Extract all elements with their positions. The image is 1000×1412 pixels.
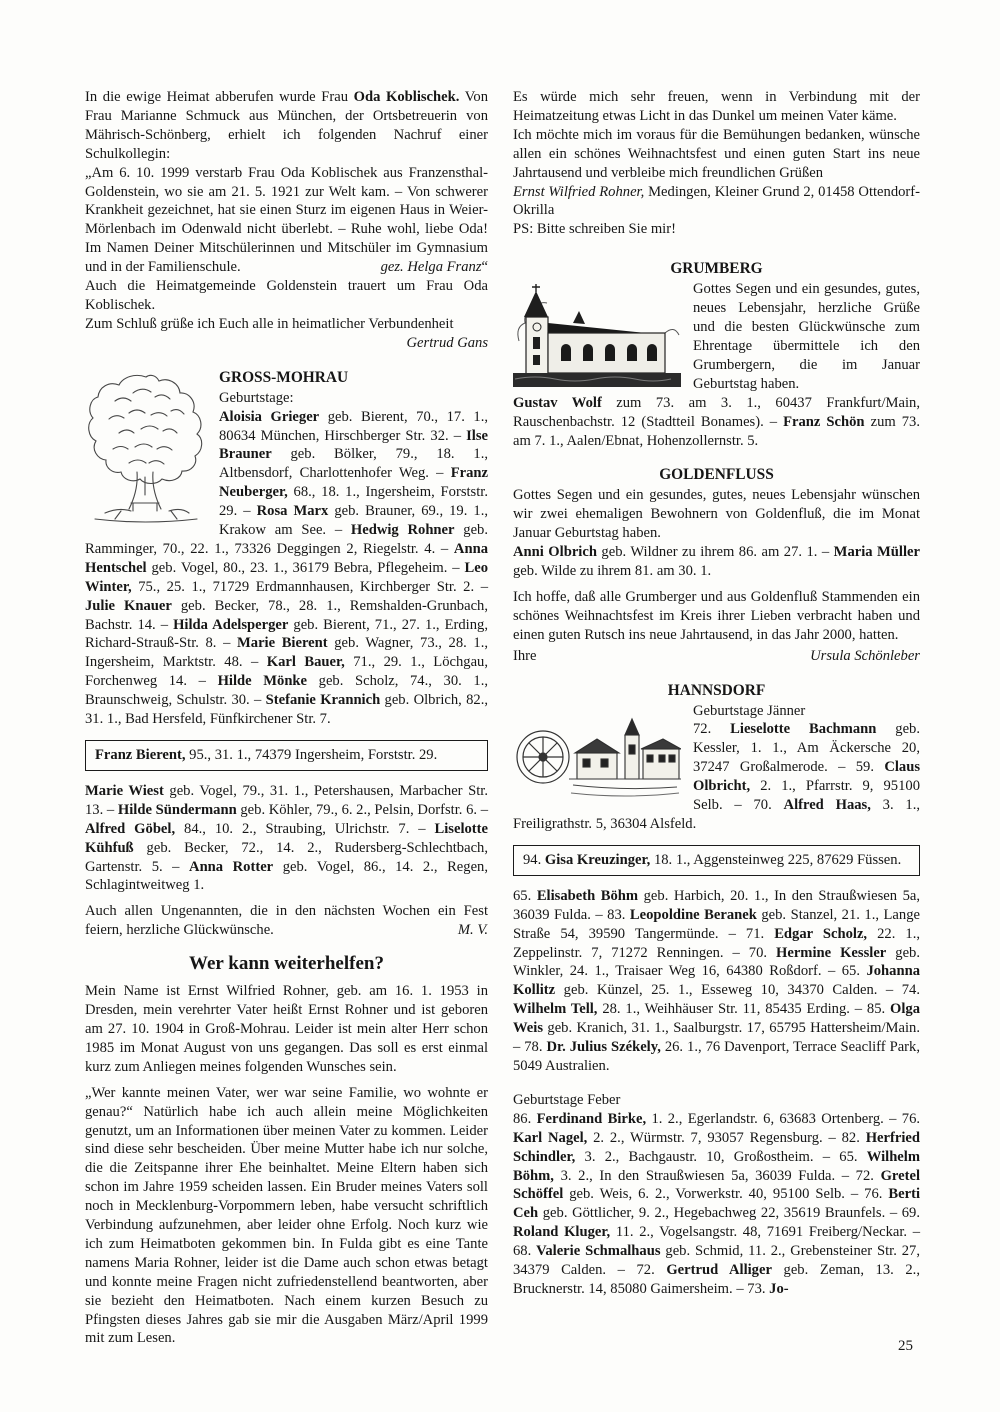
reply-paragraph-2: Ich möchte mich im voraus für die Bemühungen bedanken, wünsche allen ein schönes Weihnachtsfest und einen guten Start ins neue Jahrtausend und verbleibe mich freundlichen Grüßen — [513, 126, 920, 181]
hannsdorf-subheading-february: Geburtstage Feber — [513, 1091, 621, 1108]
goldenfluss-greeting: Gottes Segen und ein gesundes, gutes, neues Lebensjahr wünschen wir zwei ehemaligen Bewohnern von Goldenfluß, die im Monat Januar Geburtstag haben. — [513, 487, 920, 542]
section-heading-grumberg: GRUMBERG — [670, 260, 763, 278]
hannsdorf-highlight-box — [513, 845, 920, 876]
right-column — [513, 88, 920, 1299]
obituary-signature-gertrud-gans: Gertrud Gans — [406, 334, 488, 351]
obituary-paragraph-intro: In die ewige Heimat abberufen wurde Frau Oda Koblischek. Von Frau Marianne Schmuck aus München, der Ortsbetreuerin von Mährisch-Schönberg, erhielt ich folgenden Nachruf einer Schulkollegin: — [85, 89, 488, 162]
goldenfluss-closing-left: Ihre — [513, 647, 537, 664]
hannsdorf-january-birthdays-2: 65. Elisabeth Böhm geb. Harbich, 20. 1., In den Straußwiesen 5a, 36039 Fulda. – 83. Leopoldine Beranek geb. Stanzel, 21. 1., Lange Straße 54, 39590 Tangermünde. – 71. Edgar Scholz, 22. 1., Zeppelinstr. 7, 71272 Renningen. – 70. Hermine Kessler geb. Winkler, 24. 1., Traisaer Weg 16, 64380 Roßdorf. – 65. Johanna Kollitz geb. Künzel, 25. 1., Esseweg 10, 34370 Calden. – 74. Wilhelm Tell, 28. 1., Weihhäuser Str. 11, 85435 Erding. – 85. Olga Weis geb. Kranich, 31. 1., Saalburgstr. 17, 65795 Hattersheim/Main. – 78. Dr. Julius Székely, 26. 1., 76 Davenport, Terrace Seacliff Park, 5049 Australien. — [513, 887, 921, 1074]
reply-paragraph-1: Es würde mich sehr freuen, wenn in Verbindung mit der Heimatzeitung etwas Licht in das Dunkel um meinen Vater käme. — [513, 89, 920, 124]
grumberg-birthdays: Gustav Wolf zum 73. am 3. 1., 60437 Frankfurt/Main, Rauschenbachstr. 12 (Stadtteil Bonames). – Franz Schön zum 73. am 7. 1., Aalen/Ebnat, Hohenzollernstr. 5. — [513, 394, 920, 449]
hannsdorf-boxed-entry: 94. Gisa Kreuzinger, 18. 1., Aggensteinweg 225, 87629 Füssen. — [523, 851, 902, 868]
grumberg-greeting: Gottes Segen und ein gesundes, gutes, neues Lebensjahr, herzliche Grüße und die besten Glückwünsche zum Ehrentage übermittele ich den Grumbergern, die im Januar Geburtstag haben. — [693, 281, 920, 392]
gross-mohrau-boxed-entry: Franz Bierent, 95., 31. 1., 74379 Ingersheim, Forststr. 29. — [95, 747, 438, 763]
reply-ps-line: PS: Bitte schreiben Sie mir! — [513, 221, 676, 238]
obituary-paragraph-community: Auch die Heimatgemeinde Goldenstein trauert um Frau Oda Koblischek. — [85, 278, 488, 313]
gross-mohrau-february-birthdays: Marie Wiest geb. Vogel, 79., 31. 1., Petershausen, Marbacher Str. 13. – Hilde Sündermann geb. Köhler, 79., 6. 2., Pelsin, Dorfstr. 6. – Alfred Göbel, 84., 10. 2., Straubing, Ulrichstr. 7. – Liselotte Kühfuß geb. Becker, 72., 14. 2., Rudersberg-Schlechtbach, Gartenstr. 5. – Anna Rotter geb. Vogel, 86., 14. 2., Regen, Schlagintweitweg 1. — [85, 782, 488, 894]
section-goldenfluss — [513, 465, 920, 665]
gross-mohrau-highlight-box — [85, 740, 488, 771]
gross-mohrau-tree-illustration — [85, 371, 207, 523]
hannsdorf-subheading-january: Geburtstage Jänner — [693, 702, 806, 719]
grumberg-church-illustration — [513, 283, 681, 387]
obituary-paragraph-greeting: Zum Schluß grüße ich Euch alle in heimatlicher Verbundenheit — [85, 315, 454, 332]
section-heading-hannsdorf: HANNSDORF — [667, 681, 766, 699]
reply-address-line: Ernst Wilfried Rohner, Medingen, Kleiner Grund 2, 01458 Ottendorf-Okrilla — [513, 183, 921, 219]
hannsdorf-january-birthdays: 72. Lieselotte Bachmann geb. Kessler, 1. 1., Am Äckersche 20, 37247 Großalmerode. – 59. Claus Olbricht, 2. 1., Pfarrstr. 9, 95100 Selb. – 70. Alfred Haas, 3. 1., Freiligrathstr. 5, 36304 Alsfeld. — [513, 721, 921, 832]
help-request-paragraph-1: Mein Name ist Ernst Wilfried Rohner, geb. am 16. 1. 1953 in Dresden, mein verehrter Vater heißt Ernst Rohner und ist geboren am 27. 10. 1904 in Groß-Mohrau. Leider ist mein alter Herr schon 1985 im Monat August von uns gegangen. Das soll es erst einmal kurz zum Anliegen meines folgenden Wunsches sein. — [85, 983, 488, 1075]
church-sketch-icon — [513, 283, 681, 387]
goldenfluss-closing-signature: Ursula Schönleber — [810, 647, 920, 664]
obituary-signature-helga-franz: gez. Helga Franz“ — [380, 259, 488, 276]
help-request-heading: Wer kann weiterhelfen? — [189, 953, 384, 975]
obituary-paragraph-quote — [85, 164, 488, 277]
page-number: 25 — [898, 1338, 913, 1354]
section-grumberg — [513, 259, 920, 450]
gross-mohrau-closing-signature: M. V. — [457, 922, 488, 939]
obituary-quote-text: „Am 6. 10. 1999 verstarb Frau Oda Koblischek aus Franzensthal-Goldenstein, wo sie am 21. 5. 1921 zur Welt kam. – Von schwerer Krankheit gezeichnet, hat sie einen Sturz im eigenen Haus in Weier-Mörlenbach im Odenwald nicht überlebt. – Ruhe wohl, liebe Oda! Im Namen Deiner Mitschülerinnen und Mitschüler im Gymnasium und in der Familienschule. — [85, 164, 488, 276]
left-column — [85, 88, 488, 1348]
section-gross-mohrau — [85, 368, 488, 940]
gross-mohrau-subheading: Geburtstage: — [219, 389, 294, 406]
hannsdorf-february-birthdays: 86. Ferdinand Birke, 1. 2., Egerlandstr. 6, 63683 Ortenberg. – 76. Karl Nagel, 2. 2., Würmstr. 7, 93057 Regensburg. – 82. Herfried Schindler, 3. 2., Bachgaustr. 10, Großostheim. – 65. Wilhelm Böhm, 3. 2., In den Straußwiesen 5a, 36039 Fulda. – 72. Gretel Schöffel geb. Weis, 6. 2., Vorwerkstr. 40, 95100 Selb. – 76. Berti Ceh geb. Göttlicher, 9. 2., Hegebachweg 22, 35619 Braunfels. – 69. Roland Kluger, 11. 2., Vogelsangstr. 48, 71691 Freiberg/Neckar. – 68. Valerie Schmalhaus geb. Schmid, 11. 2., Grebensteiner Str. 27, 34379 Calden. – 72. Gertrud Alliger geb. Zeman, 13. 2., Brucknerstr. 14, 85080 Gaimersheim. – 73. Jo- — [513, 1110, 921, 1297]
section-heading-goldenfluss: GOLDENFLUSS — [659, 466, 774, 484]
goldenfluss-closing-line — [513, 647, 920, 666]
goldenfluss-wishes: Ich hoffe, daß alle Grumberger und aus Goldenfluß Stammenden ein schönes Weihnachtsfest im Kreis ihrer Lieben verbracht haben und einen guten Rutsch ins neue Jahrtausend, in das Jahr 2000, hatten. — [513, 588, 920, 643]
hannsdorf-village-illustration — [513, 705, 681, 800]
wheel-village-sketch-icon — [513, 705, 681, 800]
section-heading-gross-mohrau: GROSS-MOHRAU — [219, 368, 349, 386]
tree-sketch-icon — [85, 371, 207, 523]
goldenfluss-birthdays: Anni Olbrich geb. Wildner zu ihrem 86. am 27. 1. – Maria Müller geb. Wilde zu ihrem 81. am 30. 1. — [513, 544, 920, 580]
gross-mohrau-closing-text: Auch allen Ungenannten, die in den nächsten Wochen ein Fest feiern, herzliche Glückwünsche. — [85, 903, 488, 939]
gross-mohrau-closing — [85, 902, 488, 940]
section-hannsdorf — [513, 681, 920, 1299]
help-request-paragraph-2: „Wer kannte meinen Vater, wer war seine Familie, wo wohnte er genau?“ Natürlich habe ich auch allein meine Möglichkeiten genutzt, um an Informationen über meinen Vater zu kommen. Leider sind diese sehr bescheiden. Über meine Mutter habe ich nur solche, die die Zeitspanne ihrer Ehe beinhaltet. Meine Eltern haben sich schon im Jahre 1959 scheiden lassen. Ein Bruder meines Vaters soll noch in Mecklenburg-Vorpommern leben, habe versucht schriftlich Verbindung aufzunehmen, aber leider ohne Erfolg. Noch kurz wie ich zum Heimatboten gekommen bin. In Fulda gibt es eine Tante namens Maria Rohner, leider ist die Dame auch schon etwas betagt und konnte meine Fragen nicht zufriedenstellend beantworten, aber sie bezieht den Heimatboten. Nach einem kurzen Besuch zu Pfingsten dieses Jahres gab sie mir die Ausgaben März/April 1999 mit zum Lesen. — [85, 1084, 488, 1347]
gross-mohrau-january-birthdays: Aloisia Grieger geb. Bierent, 70., 17. 1., 80634 München, Hirschberger Str. 32. – Ilse Brauner geb. Bölker, 79., 18. 1., Altbensdorf, Charlottenhofer Weg. – Franz Neuberger, 68., 18. 1., Ingersheim, Forststr. 29. – Rosa Marx geb. Brauner, 69., 19. 1., Krakow am See. – Hedwig Rohner geb. Ramminger, 70., 22. 1., 73326 Deggingen 2, Riegelstr. 4. – Anna Hentschel geb. Vogel, 80., 23. 1., 36179 Bebra, Pflegeheim. – Leo Winter, 75., 25. 1., 71729 Erdmannhausen, Kirchberger Str. 2. – Julie Knauer geb. Becker, 78., 28. 1., Remshalden-Grunbach, Bachstr. 14. – Hilda Adelsperger geb. Bierent, 71., 27. 1., Erding, Richard-Strauß-Str. 8. – Marie Bierent geb. Wagner, 73., 28. 1., Ingersheim, Marktstr. 48. – Karl Bauer, 71., 29. 1., Löchgau, Forchenweg 14. – Hilde Mönke geb. Scholz, 74., 30. 1., Braunschweig, Schulstr. 30. – Stefanie Krannich geb. Olbrich, 82., 31. 1., Bad Hersfeld, Fünfkirchener Str. 7. — [85, 408, 489, 728]
